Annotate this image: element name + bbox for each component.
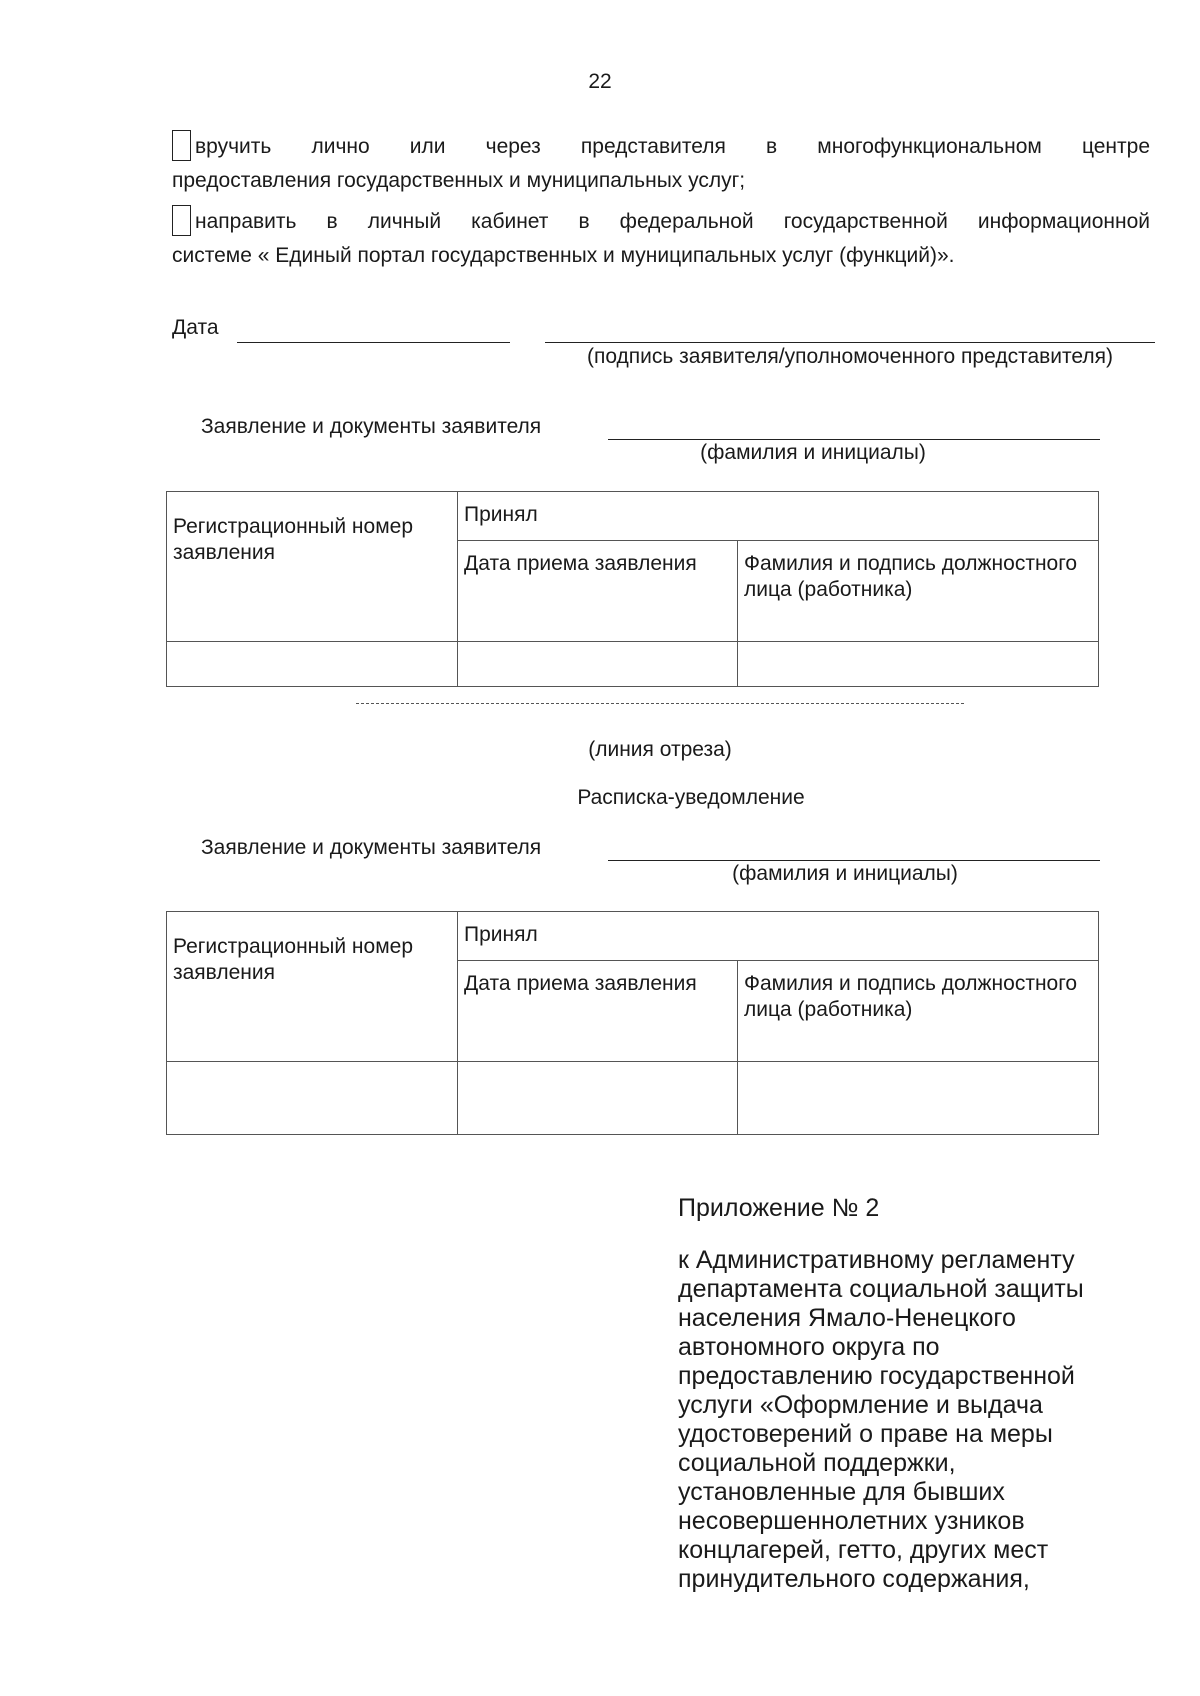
receipt-applicant-name-line[interactable] bbox=[608, 860, 1100, 861]
reg-number-header: Регистрационный номер заявления bbox=[167, 492, 458, 642]
date-field-line[interactable] bbox=[237, 342, 510, 343]
signature-field-line[interactable] bbox=[545, 342, 1155, 343]
receipt-applicant-label: Заявление и документы заявителя bbox=[201, 836, 542, 859]
cut-line bbox=[356, 703, 964, 704]
appendix-line: установленные для бывших bbox=[678, 1478, 1005, 1506]
date-cell[interactable] bbox=[458, 642, 738, 687]
receipt-reg-number-cell[interactable] bbox=[167, 1062, 458, 1135]
in-person-option-continuation: предоставления государственных и муниципальных услуг; bbox=[172, 169, 746, 192]
receipt-title: Расписка-уведомление bbox=[577, 786, 805, 809]
portal-option-text: направить в личный кабинет в федеральной государственной информационной bbox=[195, 210, 1150, 233]
appendix-line: предоставлению государственной bbox=[678, 1362, 1075, 1390]
in-person-option-text: вручить лично или через представителя в многофункциональном центре bbox=[195, 135, 1150, 158]
name-caption: (фамилия и инициалы) bbox=[700, 441, 926, 464]
applicant-name-line[interactable] bbox=[608, 439, 1100, 440]
appendix-line: департамента социальной защиты bbox=[678, 1275, 1084, 1303]
appendix-text bbox=[678, 1246, 1138, 1594]
appendix-line: концлагерей, гетто, других мест bbox=[678, 1536, 1049, 1564]
cut-line-caption: (линия отреза) bbox=[588, 738, 732, 761]
appendix-line: автономного округа по bbox=[678, 1333, 940, 1361]
in-person-checkbox[interactable] bbox=[172, 130, 191, 161]
accepted-header: Принял bbox=[458, 492, 1099, 541]
appendix-line: социальной поддержки, bbox=[678, 1449, 956, 1477]
portal-option-continuation: системе « Единый портал государственных и муниципальных услуг (функций)». bbox=[172, 244, 955, 267]
official-cell[interactable] bbox=[738, 642, 1099, 687]
receipt-table bbox=[166, 911, 1099, 1135]
signature-caption: (подпись заявителя/уполномоченного представителя) bbox=[586, 345, 1114, 368]
acceptance-table bbox=[166, 491, 1099, 687]
delivery-option-portal bbox=[172, 205, 1150, 273]
page-number: 22 bbox=[588, 70, 612, 93]
portal-checkbox[interactable] bbox=[172, 205, 191, 236]
official-header: Фамилия и подпись должностного лица (работника) bbox=[738, 541, 1099, 642]
receipt-accepted-header: Принял bbox=[458, 912, 1099, 961]
receipt-official-cell[interactable] bbox=[738, 1062, 1099, 1135]
appendix-line: несовершеннолетних узников bbox=[678, 1507, 1025, 1535]
delivery-option-in-person bbox=[172, 130, 1150, 198]
date-label: Дата bbox=[172, 316, 219, 339]
reg-number-cell[interactable] bbox=[167, 642, 458, 687]
receipt-official-header: Фамилия и подпись должностного лица (работника) bbox=[738, 961, 1099, 1062]
appendix-line: населения Ямало-Ненецкого bbox=[678, 1304, 1016, 1332]
receipt-name-caption: (фамилия и инициалы) bbox=[732, 862, 958, 885]
appendix-line: к Административному регламенту bbox=[678, 1246, 1075, 1274]
date-header: Дата приема заявления bbox=[458, 541, 738, 642]
appendix-line: принудительного содержания, bbox=[678, 1565, 1030, 1593]
receipt-reg-number-header: Регистрационный номер заявления bbox=[167, 912, 458, 1062]
receipt-date-header: Дата приема заявления bbox=[458, 961, 738, 1062]
applicant-label: Заявление и документы заявителя bbox=[201, 415, 542, 438]
appendix-line: удостоверений о праве на меры bbox=[678, 1420, 1053, 1448]
receipt-date-cell[interactable] bbox=[458, 1062, 738, 1135]
appendix-title: Приложение № 2 bbox=[678, 1194, 880, 1222]
appendix-line: услуги «Оформление и выдача bbox=[678, 1391, 1043, 1419]
